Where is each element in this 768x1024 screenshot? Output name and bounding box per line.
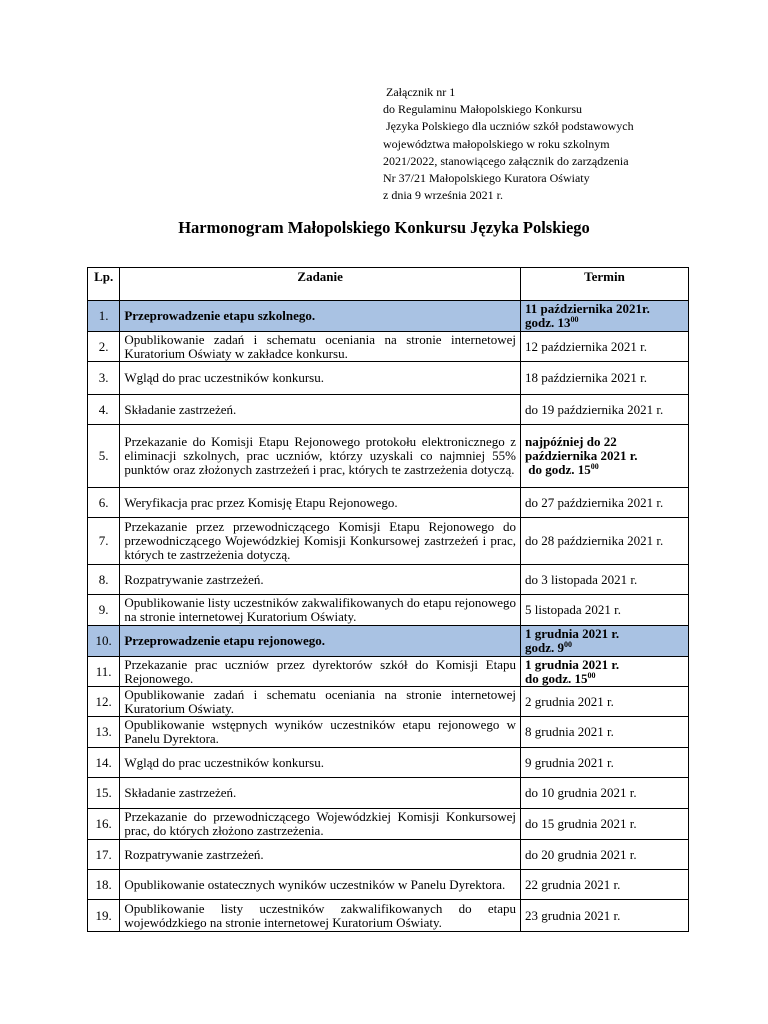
row-lp: 7. — [88, 518, 120, 565]
term-line: do godz. 15 — [528, 462, 591, 477]
table-row — [88, 840, 689, 870]
row-term: 22 grudnia 2021 r. — [521, 870, 689, 900]
row-term: 5 listopada 2021 r. — [521, 595, 689, 626]
row-lp: 13. — [88, 717, 120, 748]
row-lp: 2. — [88, 332, 120, 362]
row-task: Rozpatrywanie zastrzeżeń. — [120, 840, 521, 870]
term-line: 1 grudnia 2021 r. — [525, 656, 620, 672]
row-task: Weryfikacja prac przez Komisję Etapu Rejonowego. — [120, 488, 521, 518]
term-superscript: 00 — [564, 640, 572, 649]
row-lp: 3. — [88, 362, 120, 395]
row-task: Przekazanie prac uczniów przez dyrektorów szkół do Komisji Etapu Rejonowego. — [120, 657, 521, 687]
term-line: do godz. 15 — [525, 670, 588, 686]
row-task: Opublikowanie listy uczestników zakwalifikowanych do etapu wojewódzkiego na stronie internetowej Kuratorium Oświaty. — [120, 900, 521, 932]
row-term: do 27 października 2021 r. — [521, 488, 689, 518]
table-row — [88, 717, 689, 748]
row-lp: 1. — [88, 301, 120, 332]
row-task: Opublikowanie wstępnych wyników uczestników etapu rejonowego w Panelu Dyrektora. — [120, 717, 521, 748]
row-lp: 11. — [88, 657, 120, 687]
row-task: Wgląd do prac uczestników konkursu. — [120, 362, 521, 395]
row-term: 18 października 2021 r. — [521, 362, 689, 395]
annex-line: Załącznik nr 1 — [386, 85, 456, 99]
row-lp: 6. — [88, 488, 120, 518]
row-lp: 10. — [88, 626, 120, 657]
table-row — [88, 657, 689, 687]
row-lp: 18. — [88, 870, 120, 900]
table-row — [88, 565, 689, 595]
row-task: Wgląd do prac uczestników konkursu. — [120, 748, 521, 778]
term-line: najpóźniej do 22 — [525, 434, 617, 449]
table-row — [88, 748, 689, 778]
table-row — [88, 626, 689, 657]
row-task: Przekazanie do przewodniczącego Wojewódzkiej Komisji Konkursowej prac, do których złożono zastrzeżenia. — [120, 809, 521, 840]
row-term — [521, 626, 689, 657]
term-superscript: 00 — [590, 462, 599, 471]
table-row — [88, 595, 689, 626]
row-task: Opublikowanie ostatecznych wyników uczestników w Panelu Dyrektora. — [120, 870, 521, 900]
table-row — [88, 687, 689, 717]
row-lp: 15. — [88, 778, 120, 809]
row-lp: 14. — [88, 748, 120, 778]
annex-line: województwa małopolskiego w roku szkolnym — [383, 136, 610, 151]
row-lp: 19. — [88, 900, 120, 932]
table-row — [88, 301, 689, 332]
row-task: Składanie zastrzeżeń. — [120, 395, 521, 425]
row-term — [521, 425, 689, 488]
row-task: Przekazanie do Komisji Etapu Rejonowego protokołu elektronicznego z eliminacji szkolnych, prac uczniów, którzy uzyskali co najmniej 55% punktów oraz złożonych zastrzeżeń i prac, których te zastrzeżenia dotyczą. — [120, 425, 521, 488]
table-header-row — [88, 268, 689, 301]
annex-line: z dnia 9 września 2021 r. — [383, 188, 503, 203]
table-row — [88, 809, 689, 840]
row-term: do 19 października 2021 r. — [521, 395, 689, 425]
annex-line: 2021/2022, stanowiącego załącznik do zarządzenia — [383, 153, 629, 168]
row-term: do 3 listopada 2021 r. — [521, 565, 689, 595]
row-term: 23 grudnia 2021 r. — [521, 900, 689, 932]
document-title: Harmonogram Małopolskiego Konkursu Języka Polskiego — [178, 218, 590, 237]
row-term: 8 grudnia 2021 r. — [521, 717, 689, 748]
row-lp: 12. — [88, 687, 120, 717]
row-lp: 9. — [88, 595, 120, 626]
row-task: Przeprowadzenie etapu szkolnego. — [120, 301, 521, 332]
row-term — [521, 301, 689, 332]
row-task: Opublikowanie zadań i schematu oceniania na stronie internetowej Kuratorium Oświaty w zakładce konkursu. — [120, 332, 521, 362]
table-row — [88, 395, 689, 425]
row-lp: 17. — [88, 840, 120, 870]
annex-line: do Regulaminu Małopolskiego Konkursu — [383, 102, 582, 117]
annex-note — [383, 84, 634, 204]
row-lp: 4. — [88, 395, 120, 425]
row-lp: 16. — [88, 809, 120, 840]
table-row — [88, 488, 689, 518]
row-term: 9 grudnia 2021 r. — [521, 748, 689, 778]
table-row — [88, 362, 689, 395]
term-line: 1 grudnia 2021 r. — [525, 626, 620, 641]
row-term: 2 grudnia 2021 r. — [521, 687, 689, 717]
table-row — [88, 778, 689, 809]
row-task: Przeprowadzenie etapu rejonowego. — [120, 626, 521, 657]
row-task: Opublikowanie listy uczestników zakwalifikowanych do etapu rejonowego na stronie internetowej Kuratorium Oświaty. — [120, 595, 521, 626]
row-term: do 20 grudnia 2021 r. — [521, 840, 689, 870]
row-task: Przekazanie przez przewodniczącego Komisji Etapu Rejonowego do przewodniczącego Wojewódzkiej Komisji Konkursowej zastrzeżeń i prac, których te zastrzeżenia dotyczą. — [120, 518, 521, 565]
table-row — [88, 900, 689, 932]
row-task: Składanie zastrzeżeń. — [120, 778, 521, 809]
table-row — [88, 518, 689, 565]
term-line: 11 października 2021r. — [525, 301, 650, 316]
annex-line: Języka Polskiego dla uczniów szkół podstawowych — [386, 119, 634, 134]
annex-line: Nr 37/21 Małopolskiego Kuratora Oświaty — [383, 171, 590, 186]
row-term: do 15 grudnia 2021 r. — [521, 809, 689, 840]
term-line: października 2021 r. — [525, 448, 638, 463]
term-superscript: 00 — [587, 670, 596, 680]
row-term: do 28 października 2021 r. — [521, 518, 689, 565]
row-task: Rozpatrywanie zastrzeżeń. — [120, 565, 521, 595]
row-lp: 5. — [88, 425, 120, 488]
term-line: godz. 13 — [525, 315, 571, 330]
row-task: Opublikowanie zadań i schematu oceniania na stronie internetowej Kuratorium Oświaty. — [120, 687, 521, 717]
term-line: godz. 9 — [525, 640, 564, 655]
row-lp: 8. — [88, 565, 120, 595]
term-superscript: 00 — [570, 315, 579, 324]
row-term — [521, 657, 689, 687]
table-row — [88, 425, 689, 488]
header-lp: Lp. — [88, 268, 120, 301]
header-task: Zadanie — [120, 268, 521, 301]
row-term: 12 października 2021 r. — [521, 332, 689, 362]
row-term: do 10 grudnia 2021 r. — [521, 778, 689, 809]
header-term: Termin — [521, 268, 689, 301]
schedule-table — [87, 267, 689, 932]
table-row — [88, 870, 689, 900]
table-row — [88, 332, 689, 362]
